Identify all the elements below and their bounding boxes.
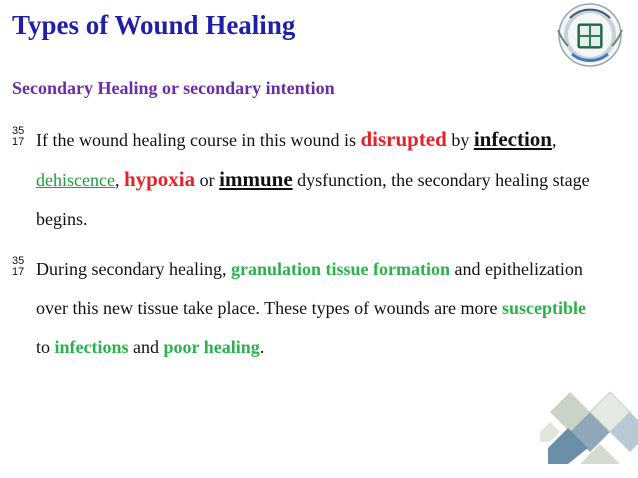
bullet-text: During secondary healing, granulation tissue formation and epithelization over this new tissue take place. These types of wounds are more susceptible to infections and poor healing. — [36, 259, 587, 357]
emphasis-dehiscence: dehiscence — [36, 170, 115, 190]
bullet-marker: 35 17 — [12, 255, 25, 278]
decorative-corner-shapes — [540, 392, 638, 464]
emphasis-hypoxia: hypoxia — [123, 167, 196, 191]
bullet-item — [12, 120, 592, 240]
bullet-text: If the wound healing course in this wound is disrupted by infection, dehiscence, hypoxia or immune dysfunction, the secondary healing stage begins. — [36, 127, 590, 229]
emphasis-infections: infections — [54, 337, 129, 357]
emphasis-immune: immune — [219, 167, 293, 191]
bullet-marker: 35 17 — [12, 125, 25, 148]
university-logo — [548, 0, 632, 70]
emphasis-disrupted: disrupted — [360, 127, 447, 151]
emphasis-granulation: granulation tissue formation — [230, 259, 450, 279]
emphasis-poor-healing: poor healing — [163, 337, 260, 357]
bullet-item — [12, 250, 592, 370]
emphasis-susceptible: susceptible — [502, 298, 587, 318]
slide-subtitle: Secondary Healing or secondary intention — [12, 78, 335, 98]
slide-title: Types of Wound Healing — [12, 10, 296, 40]
emphasis-infection: infection — [473, 127, 552, 151]
